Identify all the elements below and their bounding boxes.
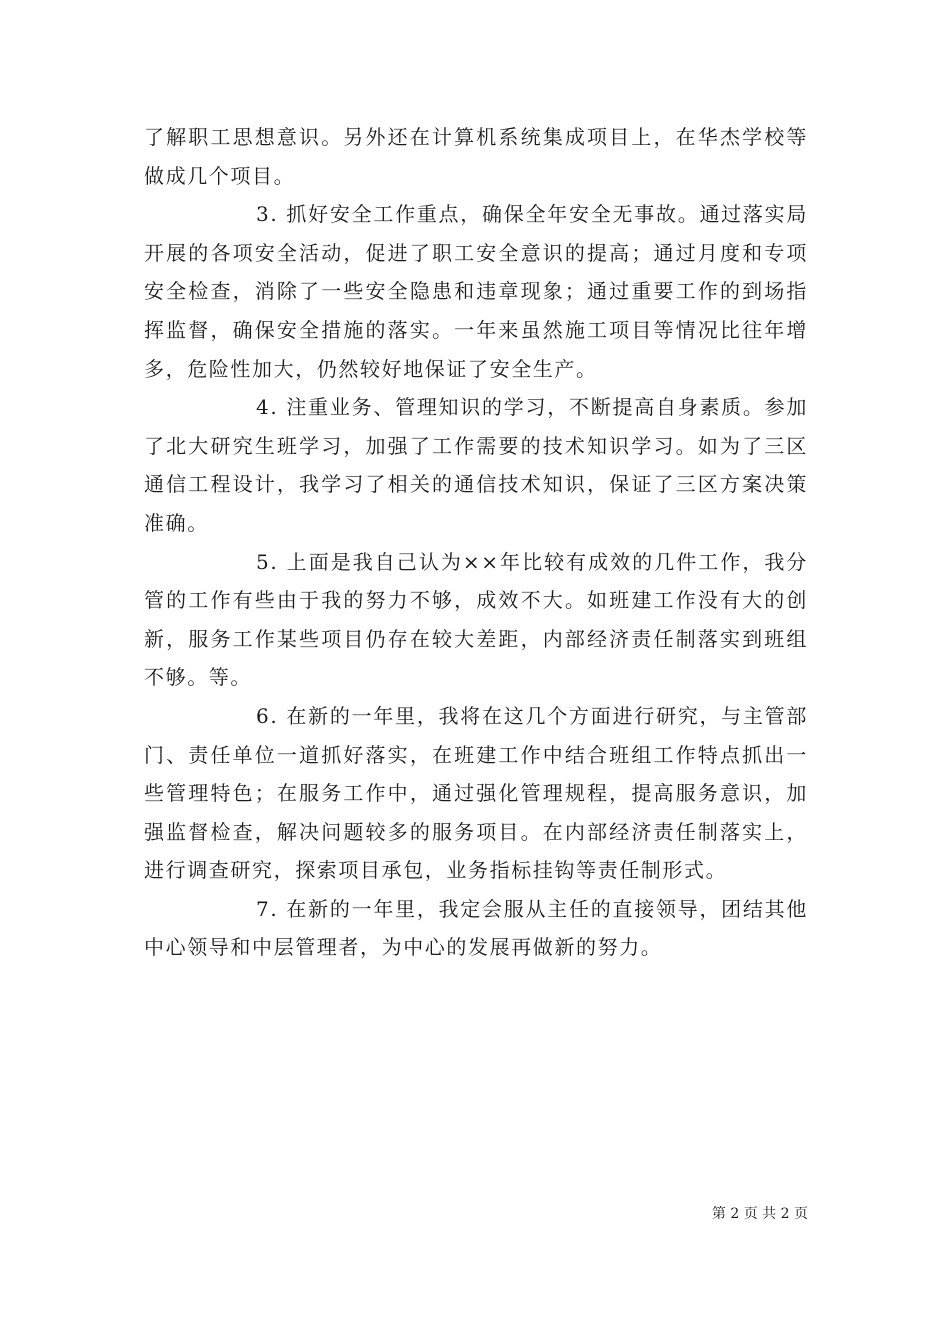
paragraph-item-4: 4. 注重业务、管理知识的学习，不断提高自身素质。参加了北大研究生班学习，加强了工作需要的技术知识学习。如为了三区通信工程设计，我学习了相关的通信技术知识，保证了三区方案决策准确。: [144, 395, 808, 535]
paragraph-item-3: 3. 抓好安全工作重点，确保全年安全无事故。通过落实局开展的各项安全活动，促进了职工安全意识的提高；通过月度和专项安全检查，消除了一些安全隐患和违章现象；通过重要工作的到场指挥监督，确保安全措施的落实。一年来虽然施工项目等情况比往年增多，危险性加大，仍然较好地保证了安全生产。: [144, 202, 808, 381]
paragraph-item-5: 5. 上面是我自己认为××年比较有成效的几件工作，我分管的工作有些由于我的努力不够，成效不大。如班建工作没有大的创新，服务工作某些项目仍存在较大差距，内部经济责任制落实到班组不够。等。: [144, 549, 808, 690]
paragraph-item-6: 6. 在新的一年里，我将在这几个方面进行研究，与主管部门、责任单位一道抓好落实，在班建工作中结合班组工作特点抓出一些管理特色；在服务工作中，通过强化管理规程，提高服务意识，加强监督检查，解决问题较多的服务项目。在内部经济责任制落实上，进行调查研究，探索项目承包，业务指标挂钩等责任制形式。: [144, 703, 808, 883]
paragraph-item-7: 7. 在新的一年里，我定会服从主任的直接领导，团结其他中心领导和中层管理者，为中心的发展再做新的努力。: [144, 896, 808, 960]
document-body: [144, 118, 808, 967]
page-footer-number: 第 2 页 共 2 页: [711, 1206, 808, 1222]
paragraph-continuation: 了解职工思想意识。另外还在计算机系统集成项目上，在华杰学校等做成几个项目。: [144, 125, 808, 188]
